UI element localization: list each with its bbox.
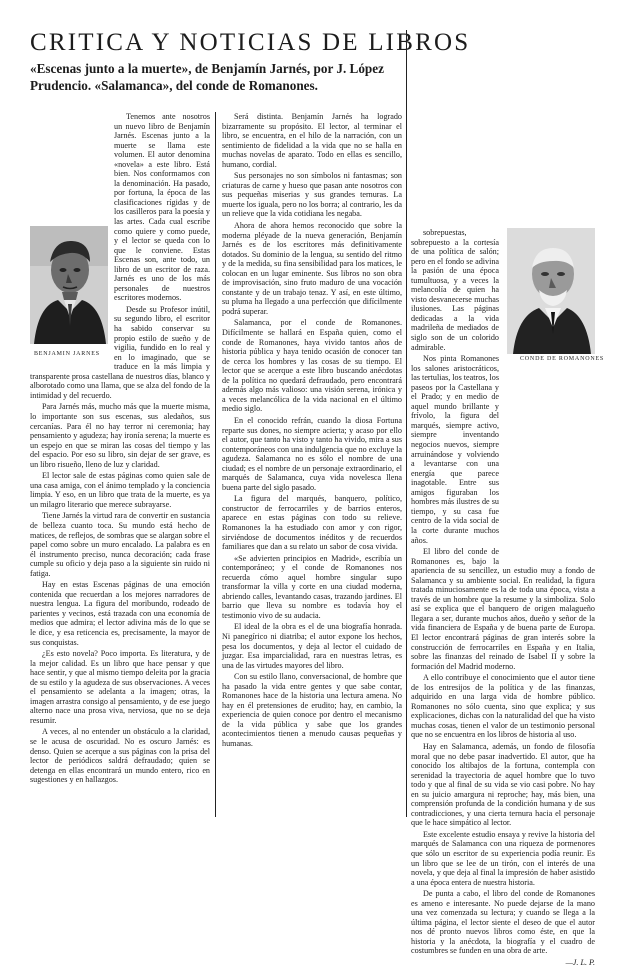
paragraph: El lector sale de estas páginas como quien sale de una casa amiga, con el ánimo templado y la conciencia limpia. Y eso, en un libro que trata de la muerte, es ya un milagro literario que merece subrayarse.: [30, 471, 210, 509]
photo-caption-romanones: CONDE DE ROMANONES: [520, 356, 605, 362]
paragraph: De punta a cabo, el libro del conde de Romanones es ameno e interesante. No puede dejarse de la mano una vez comenzada su lectura; y cuando se llega a la última página, el lector siente el deseo de que el autor nos dé pronto nuevos libros como éste, en que la historia y la anécdota, la biografía y el cuadro de costumbres se funden en una obra de arte.: [411, 889, 595, 956]
portrait-photo-jarnes: [30, 226, 108, 344]
paragraph: ¿Es esto novela? Poco importa. Es literatura, y de la mejor calidad. Es un libro que hace pensar y que hace sentir, y que al mismo tiempo deleita por la gracia de su estilo y la agudeza de sus observaciones. A veces el pensamiento se adelanta a la imagen; otras, la imagen arrastra consigo al pensamiento, y de ese juego alterno nace una prosa viva, nerviosa, que no se deja resumir.: [30, 649, 210, 725]
paragraph: Este excelente estudio ensaya y revive la historia del marqués de Salamanca con una riqueza de pormenores que sólo un escritor de su experiencia podía reunir. Es un libro que se lee de un tirón, con el interés de una novela, y que deja al final la impresión de haber asistido a una época entera de nuestra historia.: [411, 829, 595, 887]
paragraph: A veces, al no entender un obstáculo a la claridad, se le acusa de oscuridad. No es oscuro Jarnés: es denso. Quien se acerque a sus páginas con la prisa del lector de periódicos saldrá defraudado; quien se detenga en ellas encontrará un mundo entero, rico en sugestiones y en hallazgos.: [30, 727, 210, 785]
paragraph: «Se advierten principios en Madrid», escribía un contemporáneo; y el conde de Romanones nos recuerda cómo aquel hombre singular supo transformar la villa y corte en una ciudad moderna, abriendo calles, levantando casas, trazando jardines. El barrio que lleva su nombre es todavía hoy el testimonio vivo de su audacia.: [222, 553, 402, 620]
column-1: [30, 112, 210, 820]
paragraph: El libro del conde de Romanones es, bajo la apariencia de su sencillez, un estudio muy a fondo de Salamanca y su ambiente social. En realidad, la figura tratada minuciosamente es la de toda una época, vista a través de un hombre que la resume y la simboliza. Solo así se explica que el banquero de origen malagueño llegara a ser, durante muchos años, dueño y señor de la vida financiera de España y de buena parte de Europa. El lector encontrará páginas de gran interés sobre la construcción de ferrocarriles en España y en Italia, sobre las finanzas del reinado de Isabel II y sobre la formación del Madrid moderno.: [411, 547, 595, 671]
paragraph: Salamanca, por el conde de Romanones. Difícilmente se hallará en España quien, como el conde de Romanones, haya vivido tantos años de historia pública y haya tenido ocasión de conocer tan de cerca los hombres y las cosas de su tiempo. El lector que se acerque a este libro buscando anécdotas de la política no quedará defraudado, pero encontrará además algo más valioso: una visión serena, irónica y a veces melancólica de la vida nacional en el último medio siglo.: [222, 318, 402, 414]
portrait-photo-romanones: [507, 228, 595, 354]
paragraph: Tiene Jarnés la virtud rara de convertir en sustancia de belleza cuanto toca. Su mundo está hecho de matices, de reflejos, de sombras que se alargan sobre el papel como sobre un muro encalado. La palabra es en él instrumento preciso, nunca decoración; cada frase cumple su oficio y deja paso a la siguiente sin ruido ni fatiga.: [30, 511, 210, 578]
article-subtitle: «Escenas junto a la muerte», de Benjamín Jarnés, por J. López Prudencio. «Salamanca», del conde de Romanones.: [30, 61, 384, 93]
photo-caption-jarnes: BENJAMIN JARNES: [34, 351, 100, 357]
paragraph: A ello contribuye el conocimiento que el autor tiene de los entresijos de la política y de las finanzas, adquirido en una larga vida de hombre público. Romanones no sólo cuenta, sino que explica; y sus explicaciones, dichas con la naturalidad del que ha visto muchas cosas, tienen el valor de un testimonio personal que no se encuentra en los libros de historia al uso.: [411, 673, 595, 740]
portrait-illustration: [30, 226, 108, 344]
paragraph: sobrepuestas, sobrepuesto a la cortesía de una política de salón; pero en el fondo se adivina la pasión de una época tumultuosa, y a veces la melancolía de quien ha visto desvanecerse muchas ilusiones. Las páginas dedicadas a la vida madrileña de mediados de siglo son de un colorido admirable.: [411, 228, 499, 352]
paragraph: Desde su Profesor inútil, su segundo libro, el escritor ha sabido conservar su propio estilo de sueño y de vigilia, fundido en lo real y en lo imaginado, que se traduce en la más limpia y transparente prosa castellana de nuestros días, blanco y alborotado como una llama, que se alza del fondo de la intimidad y del recuerdo.: [30, 304, 210, 400]
column-2: [222, 112, 402, 820]
signature: —J. L. P.: [565, 958, 595, 968]
portrait-illustration: [507, 228, 595, 354]
paragraph: Será distinta. Benjamín Jarnés ha logrado bizarramente su propósito. El lector, al terminar el libro, se encuentra, en el hilo de la narración, con un sentimiento de fidelidad a la vida que no se halla en muchas novelas de aparato. Todo en ellas es sencillo, humano, cordial.: [222, 112, 402, 169]
paragraph: Nos pinta Romanones los salones aristocráticos, las tertulias, los teatros, los paseos por la Castellana y el Prado; y en medio de aquel mundo brillante y frívolo, la figura del marqués, siempre activo, siempre inventando negocios nuevos, siempre arruinándose y volviendo a levantarse con una energía que parece inagotable. Entre sus amigos figuraban los hombres más ilustres de su tiempo, y su casa fue centro de la vida social de la corte durante muchos años.: [411, 354, 500, 545]
column-2-text: [222, 112, 402, 749]
section-title: CRITICA Y NOTICIAS DE LIBROS: [30, 29, 471, 56]
paragraph: Hay en estas Escenas páginas de una emoción contenida que recuerdan a los mejores narradores de nuestra lengua. La figura del moribundo, rodeado de parientes y vecinos, está trazada con una economía de medios que admira; el lector adivina más de lo que se le dice, y esa reticencia es, precisamente, la mayor de sus conquistas.: [30, 580, 210, 647]
paragraph: En el conocido refrán, cuando la diosa Fortuna reparte sus dones, no siempre acierta; y acaso por ello el autor, que tanto ha visto y tanto ha vivido, mira a sus contemporáneos con una indulgencia que no excluye la agudeza. Salamanca no es sólo el nombre de una ciudad; es el nombre de un personaje extraordinario, el marqués de Salamanca, cuya vida novelesca llena buena parte del siglo pasado.: [222, 415, 402, 492]
column-rule: [406, 30, 407, 817]
paragraph: Con su estilo llano, conversacional, de hombre que ha pasado la vida entre gentes y que sabe contar, Romanones hace de la historia una lectura amena. No hay en él pretensiones de erudito; hay, en cambio, la experiencia de quien conoce por dentro el mecanismo de la vida pública y sabe que los grandes acontecimientos tienen a menudo causas pequeñas y humanas.: [222, 672, 402, 748]
paragraph: El ideal de la obra es el de una biografía honrada. Ni panegírico ni diatriba; el autor expone los hechos, pesa los documentos, y deja al lector el cuidado de juzgar. Esa imparcialidad, rara en nuestras letras, es una de las virtudes mayores del libro.: [222, 622, 402, 670]
paragraph: Hay en Salamanca, además, un fondo de filosofía moral que no debe pasar inadvertido. El autor, que ha conocido los altibajos de la fortuna, contempla con serenidad la trayectoria de aquel hombre que lo tuvo todo y que al final de su vida se vio casi pobre. No hay en su juicio amargura ni reproche; hay, más bien, una comprensión profunda de la condición humana y de sus contradicciones, y una cierta ternura hacia el personaje que le hace simpático al lector.: [411, 741, 595, 828]
paragraph: Tenemos ante nosotros un nuevo libro de Benjamín Jarnés. Escenas junto a la muerte se llama este volumen. El autor denomina «novela» a este libro. Está bien. Nos conformamos con la denominación. Ha pasado, por fortuna, la época de las clasificaciones rígidas y de los casilleros para la poesía y las artes. Cada cual escribe como quiere y como puede, y el lector se queda con lo que le conviene. Estas Escenas son, ante todo, un libro de un escritor de raza. Jarnés es uno de los más personales de nuestros escritores modernos.: [114, 112, 210, 303]
paragraph: La figura del marqués, banquero, político, constructor de ferrocarriles y de barrios enteros, aparece en estas páginas con todo su relieve. Romanones la ha estudiado con amor y con rigor, sirviéndose de documentos inéditos y de recuerdos familiares que dan a su relato un sabor de cosa vivida.: [222, 494, 402, 552]
paragraph: Sus personajes no son símbolos ni fantasmas; son criaturas de carne y hueso que pasan ante nosotros con sus pequeñas miserias y sus grandes ternuras. La muerte los iguala, pero no los borra; al contrario, les da un relieve que la vida cotidiana les negaba.: [222, 171, 402, 219]
paragraph: Ahora de ahora hemos reconocido que sobre la moderna pléyade de la nueva generación, Benjamín Jarnés es de los escritores más definitivamente dotados. Su dominio de la lengua, su sentido del ritmo y de la medida, su fina sensibilidad para los matices, le colocan en un lugar eminente. Sus libros no son obra de improvisación, sino fruto maduro de una vocación constante y de un trabajo tenaz. Y así, en este último, su pluma ha llegado a una perfección que difícilmente podrá superar.: [222, 221, 402, 316]
column-rule: [215, 112, 216, 817]
spacer: [411, 30, 595, 228]
paragraph: Para Jarnés más, mucho más que la muerte misma, lo importante son sus escenas, sus aledaños, sus cercanías. Para él no hay terror ni ceremonia; hay pensamiento y agudeza; hay ironía serena; la muerte es un espejo en que se miran las cosas del tiempo y las del espacio. Por eso su libro, sin dejar de ser grave, es un libro risueño, lleno de luz y claridad.: [30, 402, 210, 469]
column-3: [411, 30, 595, 968]
